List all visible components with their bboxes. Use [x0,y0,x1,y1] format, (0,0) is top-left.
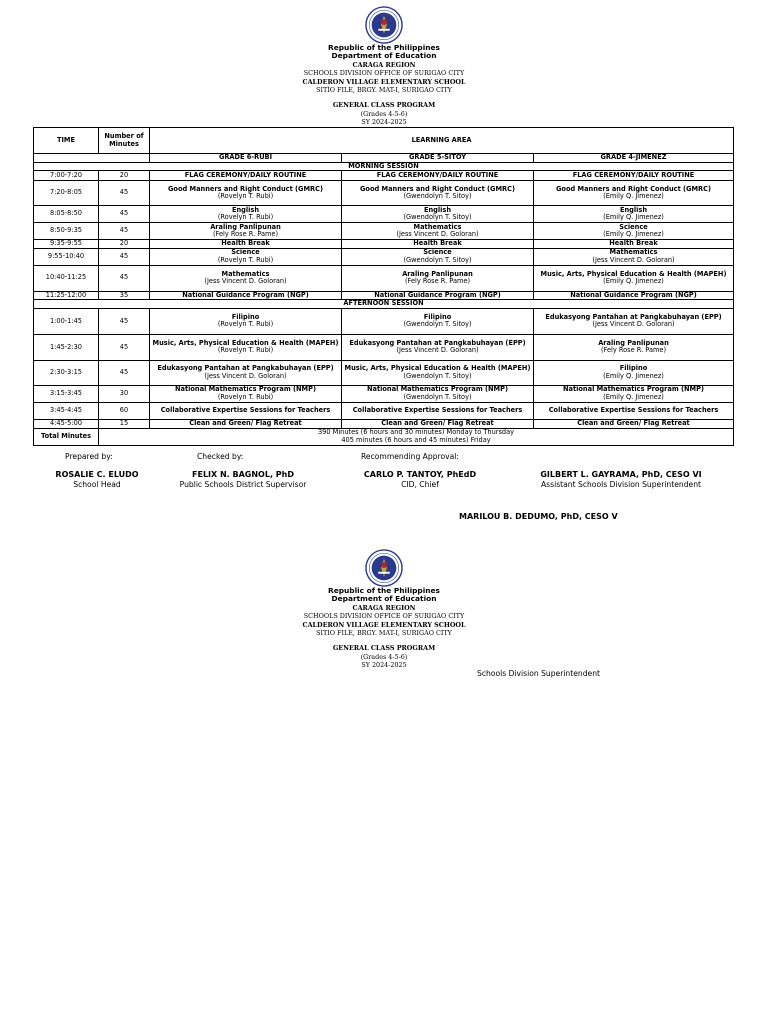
subject-name: Science [423,248,452,257]
subject-name: Clean and Green/ Flag Retreat [189,419,302,427]
rec2-name: GILBERT L. GAYRAMA, PhD, CESO VI [540,470,702,479]
subject-cell [534,248,734,265]
subject-name: Araling Panlipunan [598,338,669,347]
teacher-name: (Emily Q. Jimenez) [603,277,664,286]
subject-name: FLAG CEREMONY/DAILY ROUTINE [376,170,499,179]
subject-name: Collaborative Expertise Sessions for Teachers [548,406,719,415]
header-minutes: Number of Minutes [99,128,150,154]
subject-cell [534,308,734,334]
teacher-name: (Emily Q. Jimenez) [603,230,664,239]
subject-name: Collaborative Expertise Sessions for Teachers [352,406,523,415]
subject-cell [150,181,342,206]
minutes-cell: 15 [99,419,150,428]
prepared-by-label: Prepared by: [65,452,113,461]
subject-name: Mathematics [413,222,462,231]
teacher-name: (Gwendolyn T. Sitoy) [403,320,472,329]
deped-seal-icon [365,6,403,44]
time-cell: 8:05-8:50 [34,206,99,223]
schedule-row [34,360,734,385]
approver-title: Schools Division Superintendent [477,669,600,678]
schedule-row [34,248,734,265]
subject-name: Health Break [413,239,462,248]
subject-cell [534,265,734,291]
time-cell: 11:25-12:00 [34,291,99,300]
subject-name: Araling Panlipunan [210,222,281,231]
minutes-cell: 45 [99,181,150,206]
schedule-row [34,240,734,249]
grade-header-5: GRADE 5-SITOY [342,154,534,163]
subject-cell [534,206,734,223]
subject-name: Clean and Green/ Flag Retreat [577,419,690,427]
subject-cell [534,402,734,419]
subject-cell [534,171,734,181]
document-header-repeat [0,549,768,670]
teacher-name: (Gwendolyn T. Sitoy) [403,255,472,264]
teacher-name: (Gwendolyn T. Sitoy) [403,371,472,380]
minutes-cell: 45 [99,223,150,240]
subject-cell [150,385,342,402]
subject-cell [534,419,734,428]
checked-by-label: Checked by: [197,452,244,461]
school-line: CALDERON VILLAGE ELEMENTARY SCHOOL [302,620,466,629]
total-label: Total Minutes [34,428,99,445]
subject-cell [342,240,534,249]
teacher-name: (Gwendolyn T. Sitoy) [403,392,472,401]
subject-name: Edukasyong Pantahan at Pangkabuhayan (EPP) [157,364,334,373]
total-line-weekdays: 390 Minutes (6 hours and 30 minutes) Monday to Thursday [317,428,515,436]
subject-cell [150,291,342,300]
afternoon-session-header: AFTERNOON SESSION [34,300,734,309]
teacher-name: (Rovelyn T. Rubi) [217,392,274,401]
subject-cell [150,308,342,334]
subject-cell [150,360,342,385]
teacher-name: (Fely Rose R. Pame) [600,346,667,355]
subject-name: National Guidance Program (NGP) [570,291,697,299]
time-cell: 4:45-5:00 [34,419,99,428]
teacher-name: (Rovelyn T. Rubi) [217,192,274,201]
prepared-title: School Head [73,480,121,489]
time-cell: 9:55-10:40 [34,248,99,265]
checked-by-block [168,470,318,490]
subject-name: Edukasyong Pantahan at Pangkabuhayan (EPP) [545,312,722,321]
subject-cell [534,223,734,240]
subject-name: National Guidance Program (NGP) [182,291,309,299]
minutes-cell: 45 [99,308,150,334]
minutes-cell: 20 [99,171,150,181]
division-line: SCHOOLS DIVISION OFFICE OF SURIGAO CITY [303,69,465,78]
address-line: SITIO FILE, BRGY. MAT-I, SURIGAO CITY [316,629,452,638]
subject-cell [342,223,534,240]
time-cell: 9:35-9:55 [34,240,99,249]
time-cell: 10:40-11:25 [34,265,99,291]
subject-cell [150,248,342,265]
region-line: CARAGA REGION [352,603,416,612]
subject-name: Music, Arts, Physical Education & Health (MAPEH) [152,338,339,347]
time-cell: 3:15-3:45 [34,385,99,402]
subject-cell [150,240,342,249]
subject-name: Science [619,222,648,231]
subject-name: Collaborative Expertise Sessions for Teachers [160,406,331,415]
subject-name: Music, Arts, Physical Education & Health (MAPEH) [344,364,531,373]
subject-cell [342,360,534,385]
minutes-cell: 45 [99,334,150,360]
subject-name: Music, Arts, Physical Education & Health (MAPEH) [540,269,727,278]
subject-cell [534,240,734,249]
program-title: GENERAL CLASS PROGRAM [332,101,436,110]
subject-name: National Mathematics Program (NMP) [367,385,508,394]
program-title: GENERAL CLASS PROGRAM [332,644,436,653]
subject-cell [342,181,534,206]
subject-name: Clean and Green/ Flag Retreat [381,419,494,427]
division-line: SCHOOLS DIVISION OFFICE OF SURIGAO CITY [303,612,465,621]
subject-name: Araling Panlipunan [402,269,473,278]
rec1-title: CID, Chief [401,480,439,489]
subject-name: English [619,205,648,214]
subject-cell [150,206,342,223]
school-year-line: SY 2024-2025 [361,118,407,127]
teacher-name: (Jess Vincent D. Goloran) [592,320,675,329]
school-year-line: SY 2024-2025 [361,661,407,670]
schedule-row [34,334,734,360]
subject-cell [150,402,342,419]
schedule-row [34,291,734,300]
time-cell: 1:00-1:45 [34,308,99,334]
schedule-row [34,402,734,419]
subject-cell [342,206,534,223]
subject-name: Filipino [423,312,452,321]
teacher-name: (Emily Q. Jimenez) [603,213,664,222]
teacher-name: (Gwendolyn T. Sitoy) [403,192,472,201]
republic-line: Republic of the Philippines [328,43,440,52]
approver-name: MARILOU B. DEDUMO, PhD, CESO V [459,512,618,521]
schedule-row [34,419,734,428]
subject-name: Science [231,248,260,257]
teacher-name: (Jess Vincent D. Goloran) [396,230,479,239]
grade-header-6: GRADE 6-RUBI [150,154,342,163]
minutes-cell: 30 [99,385,150,402]
prepared-by-block [40,470,154,490]
rec2-block [510,470,732,490]
teacher-name: (Rovelyn T. Rubi) [217,320,274,329]
schedule-row [34,385,734,402]
subject-cell [342,334,534,360]
teacher-name: (Emily Q. Jimenez) [603,192,664,201]
total-row [34,428,734,445]
teacher-name: (Jess Vincent D. Goloran) [204,277,287,286]
time-cell: 1:45-2:30 [34,334,99,360]
subject-cell [534,291,734,300]
subject-name: English [423,205,452,214]
subject-cell [150,419,342,428]
subject-cell [342,308,534,334]
teacher-name: (Emily Q. Jimenez) [603,392,664,401]
schedule-row [34,223,734,240]
subject-cell [150,171,342,181]
subject-cell [342,265,534,291]
grades-line: (Grades 4-5-6) [360,652,408,661]
subject-cell [534,385,734,402]
subject-cell [342,248,534,265]
minutes-cell: 45 [99,265,150,291]
school-line: CALDERON VILLAGE ELEMENTARY SCHOOL [302,77,466,86]
time-cell: 7:20-8:05 [34,181,99,206]
rec1-block [345,470,495,490]
teacher-name: (Fely Rose R. Pame) [212,230,279,239]
subject-cell [150,223,342,240]
schedule-row [34,171,734,181]
time-cell: 2:30-3:15 [34,360,99,385]
deped-seal-icon [365,549,403,587]
subject-name: Good Manners and Right Conduct (GMRC) [360,184,515,193]
teacher-name: (Fely Rose R. Pame) [404,277,471,286]
subject-cell [534,181,734,206]
department-line: Department of Education [331,594,437,604]
republic-line: Republic of the Philippines [328,586,440,595]
teacher-name: (Gwendolyn T. Sitoy) [403,213,472,222]
subject-name: Good Manners and Right Conduct (GMRC) [168,184,323,193]
time-cell: 3:45-4:45 [34,402,99,419]
schedule-row [34,265,734,291]
subject-cell [342,419,534,428]
schedule-row [34,181,734,206]
teacher-name: (Jess Vincent D. Goloran) [204,371,287,380]
subject-cell [342,291,534,300]
teacher-name: (Jess Vincent D. Goloran) [592,255,675,264]
subject-name: Health Break [221,239,270,248]
subject-cell [534,334,734,360]
header-time: TIME [34,128,99,154]
subject-name: Filipino [619,364,648,373]
document-header [0,6,768,127]
class-schedule-table [33,127,734,446]
minutes-cell: 60 [99,402,150,419]
teacher-name: (Jess Vincent D. Goloran) [396,346,479,355]
address-line: SITIO FILE, BRGY. MAT-I, SURIGAO CITY [316,86,452,95]
header-learning-area: LEARNING AREA [150,128,734,154]
minutes-cell: 45 [99,360,150,385]
recommending-approval-label: Recommending Approval: [361,452,459,461]
subject-name: Edukasyong Pantahan at Pangkabuhayan (EPP) [349,338,526,347]
subject-name: Mathematics [609,248,658,257]
minutes-cell: 45 [99,206,150,223]
grades-line: (Grades 4-5-6) [360,109,408,118]
teacher-name: (Emily Q. Jimenez) [603,371,664,380]
minutes-cell: 45 [99,248,150,265]
subject-name: National Mathematics Program (NMP) [563,385,704,394]
subject-cell [534,360,734,385]
subject-name: Filipino [231,312,260,321]
checked-name: FELIX N. BAGNOL, PhD [192,470,294,479]
teacher-name: (Rovelyn T. Rubi) [217,213,274,222]
subject-name: National Mathematics Program (NMP) [175,385,316,394]
subject-name: FLAG CEREMONY/DAILY ROUTINE [184,170,307,179]
schedule-row [34,308,734,334]
region-line: CARAGA REGION [352,60,416,69]
subject-cell [342,385,534,402]
grade-spacer [34,154,150,163]
department-line: Department of Education [331,51,437,61]
subject-name: National Guidance Program (NGP) [374,291,501,299]
grade-header-4: GRADE 4-JIMENEZ [534,154,734,163]
subject-cell [150,334,342,360]
subject-name: Health Break [609,239,658,248]
prepared-name: ROSALIE C. ELUDO [55,470,139,479]
minutes-cell: 35 [99,291,150,300]
minutes-cell: 20 [99,240,150,249]
time-cell: 7:00-7:20 [34,171,99,181]
subject-cell [342,171,534,181]
schedule-row [34,206,734,223]
subject-cell [150,265,342,291]
total-line-friday: 405 minutes (6 hours and 45 minutes) Friday [341,435,491,444]
checked-title: Public Schools District Supervisor [179,480,307,489]
rec1-name: CARLO P. TANTOY, PhEdD [363,470,477,479]
teacher-name: (Rovelyn T. Rubi) [217,346,274,355]
subject-name: Good Manners and Right Conduct (GMRC) [556,184,711,193]
morning-session-header: MORNING SESSION [34,162,734,171]
subject-name: Mathematics [221,269,270,278]
subject-cell [342,402,534,419]
time-cell: 8:50-9:35 [34,223,99,240]
teacher-name: (Rovelyn T. Rubi) [217,255,274,264]
rec2-title: Assistant Schools Division Superintendent [540,480,701,489]
subject-name: FLAG CEREMONY/DAILY ROUTINE [572,170,695,179]
subject-name: English [231,205,260,214]
total-value [99,428,734,445]
